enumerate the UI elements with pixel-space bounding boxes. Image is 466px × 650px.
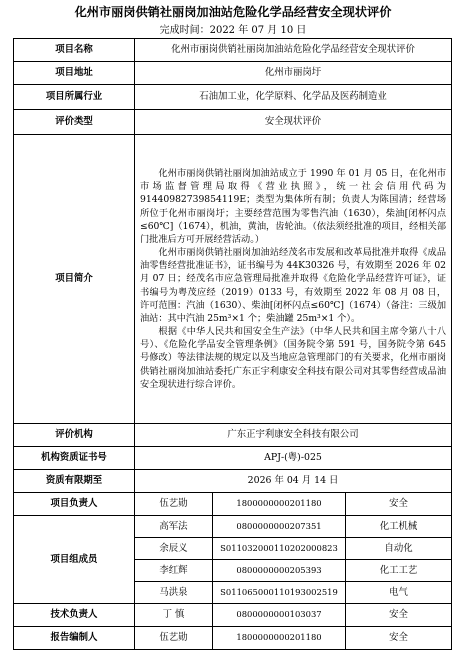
row-cert-no <box>14 447 452 470</box>
row-project-address <box>14 62 452 85</box>
report-author-name: 伍艺勋 <box>135 627 213 650</box>
project-address-value: 化州市丽岗圩 <box>135 62 452 85</box>
row-report-author <box>14 627 452 650</box>
report-author-label: 报告编制人 <box>14 627 135 650</box>
cert-expiry-value: 2026 年 04 月 14 日 <box>135 470 452 493</box>
row-tech-leader <box>14 604 452 627</box>
introduction-paragraph: 化州市丽岗供销社丽岗加油站成立于 1990 年 01 月 05 日，在化州市市场监督管理局取得《营业执照》，统一社会信用代码为 91440982739854119E；类型为集体所有制；负责人为陈国清；经营场所位于化州市丽岗圩；主要经营范围为零售汽油（1630），柴油[闭杯闪点≤60℃]（1674），机油，黄油，齿轮油。（依法须经批准的项目，经相关部门批准后方可开展经营活动。） <box>140 168 447 245</box>
row-project-leader <box>14 493 452 516</box>
agency-label: 评价机构 <box>14 424 135 447</box>
team-member-name: 高军法 <box>135 516 213 538</box>
team-member-name: 马洪泉 <box>135 582 213 604</box>
introduction-paragraph: 根据《中华人民共和国安全生产法》（中华人民共和国主席令第八十八号）、《危险化学品安全管理条例》（国务院令第 591 号，国务院令第 645 号修改）等法律法规的规定以及当地应急管理部门的有关要求，化州市丽岗供销社丽岗加油站委托广东正宇利康安全科技有限公司对其零售经营成品油安全现状进行综合评价。 <box>140 326 447 390</box>
cert-no-value: APJ-(粤)-025 <box>135 447 452 470</box>
team-member-specialty: 化工机械 <box>346 516 452 538</box>
team-member-name: 李红辉 <box>135 560 213 582</box>
team-member-cert: 0800000000205393 <box>213 560 346 582</box>
team-member-specialty: 化工工艺 <box>346 560 452 582</box>
project-leader-specialty: 安全 <box>346 493 452 516</box>
introduction-text <box>135 135 452 424</box>
report-author-specialty: 安全 <box>346 627 452 650</box>
project-name-value: 化州市丽岗供销社丽岗加油站危险化学品经营安全现状评价 <box>135 39 452 62</box>
industry-label: 项目所属行业 <box>14 85 135 110</box>
completion-date: 完成时间：2022 年 07 月 10 日 <box>159 25 307 36</box>
project-name-label: 项目名称 <box>14 39 135 62</box>
row-evaluation-type <box>14 110 452 135</box>
team-member-name: 余辰义 <box>135 538 213 560</box>
tech-leader-cert: 0800000000103037 <box>213 604 346 627</box>
project-leader-cert: 1800000000201180 <box>213 493 346 516</box>
project-leader-name: 伍艺勋 <box>135 493 213 516</box>
agency-value: 广东正宇利康安全科技有限公司 <box>135 424 452 447</box>
tech-leader-name: 丁 慎 <box>135 604 213 627</box>
introduction-paragraph: 化州市丽岗供销社丽岗加油站经茂名市发展和改革局批准并取得《成品油零售经营批准证书》，证书编号为 44K30326 号，有效期至 2026 年 02 月 07 日；经茂名市应急管理局批准并取得《危险化学品经营许可证》，证书编号为粤茂应经（2019）0133 号，有效期至 2022 年 08 月 08 日，许可范围：汽油（1630）、柴油[闭杯闪点≤60℃]（1674）（备注：三级加油站：其中汽油 25m³×1 个；柴油罐 25m³×1 个）。 <box>140 247 447 324</box>
row-project-name <box>14 39 452 62</box>
industry-value: 石油加工业，化学原料、化学品及医药制造业 <box>135 85 452 110</box>
team-member-cert: S011032000110202000823 <box>213 538 346 560</box>
evaluation-type-value: 安全现状评价 <box>135 110 452 135</box>
evaluation-type-label: 评价类型 <box>14 110 135 135</box>
tech-leader-specialty: 安全 <box>346 604 452 627</box>
report-author-cert: 1800000000201180 <box>213 627 346 650</box>
introduction-label: 项目简介 <box>14 135 135 424</box>
row-introduction <box>14 135 452 424</box>
team-member-specialty: 电气 <box>346 582 452 604</box>
team-member-cert: 0800000000207351 <box>213 516 346 538</box>
project-leader-label: 项目负责人 <box>14 493 135 516</box>
row-agency <box>14 424 452 447</box>
team-label: 项目组成员 <box>14 516 135 604</box>
team-member-cert: S011065000110193002519 <box>213 582 346 604</box>
tech-leader-label: 技术负责人 <box>14 604 135 627</box>
cert-expiry-label: 资质有限期至 <box>14 470 135 493</box>
cert-no-label: 机构资质证书号 <box>14 447 135 470</box>
row-cert-expiry <box>14 470 452 493</box>
project-info-table <box>13 38 452 650</box>
team-member-specialty: 自动化 <box>346 538 452 560</box>
project-address-label: 项目地址 <box>14 62 135 85</box>
document-title: 化州市丽岗供销社丽岗加油站危险化学品经营安全现状评价 <box>74 5 392 19</box>
team-member-row <box>14 516 452 538</box>
row-industry <box>14 85 452 110</box>
